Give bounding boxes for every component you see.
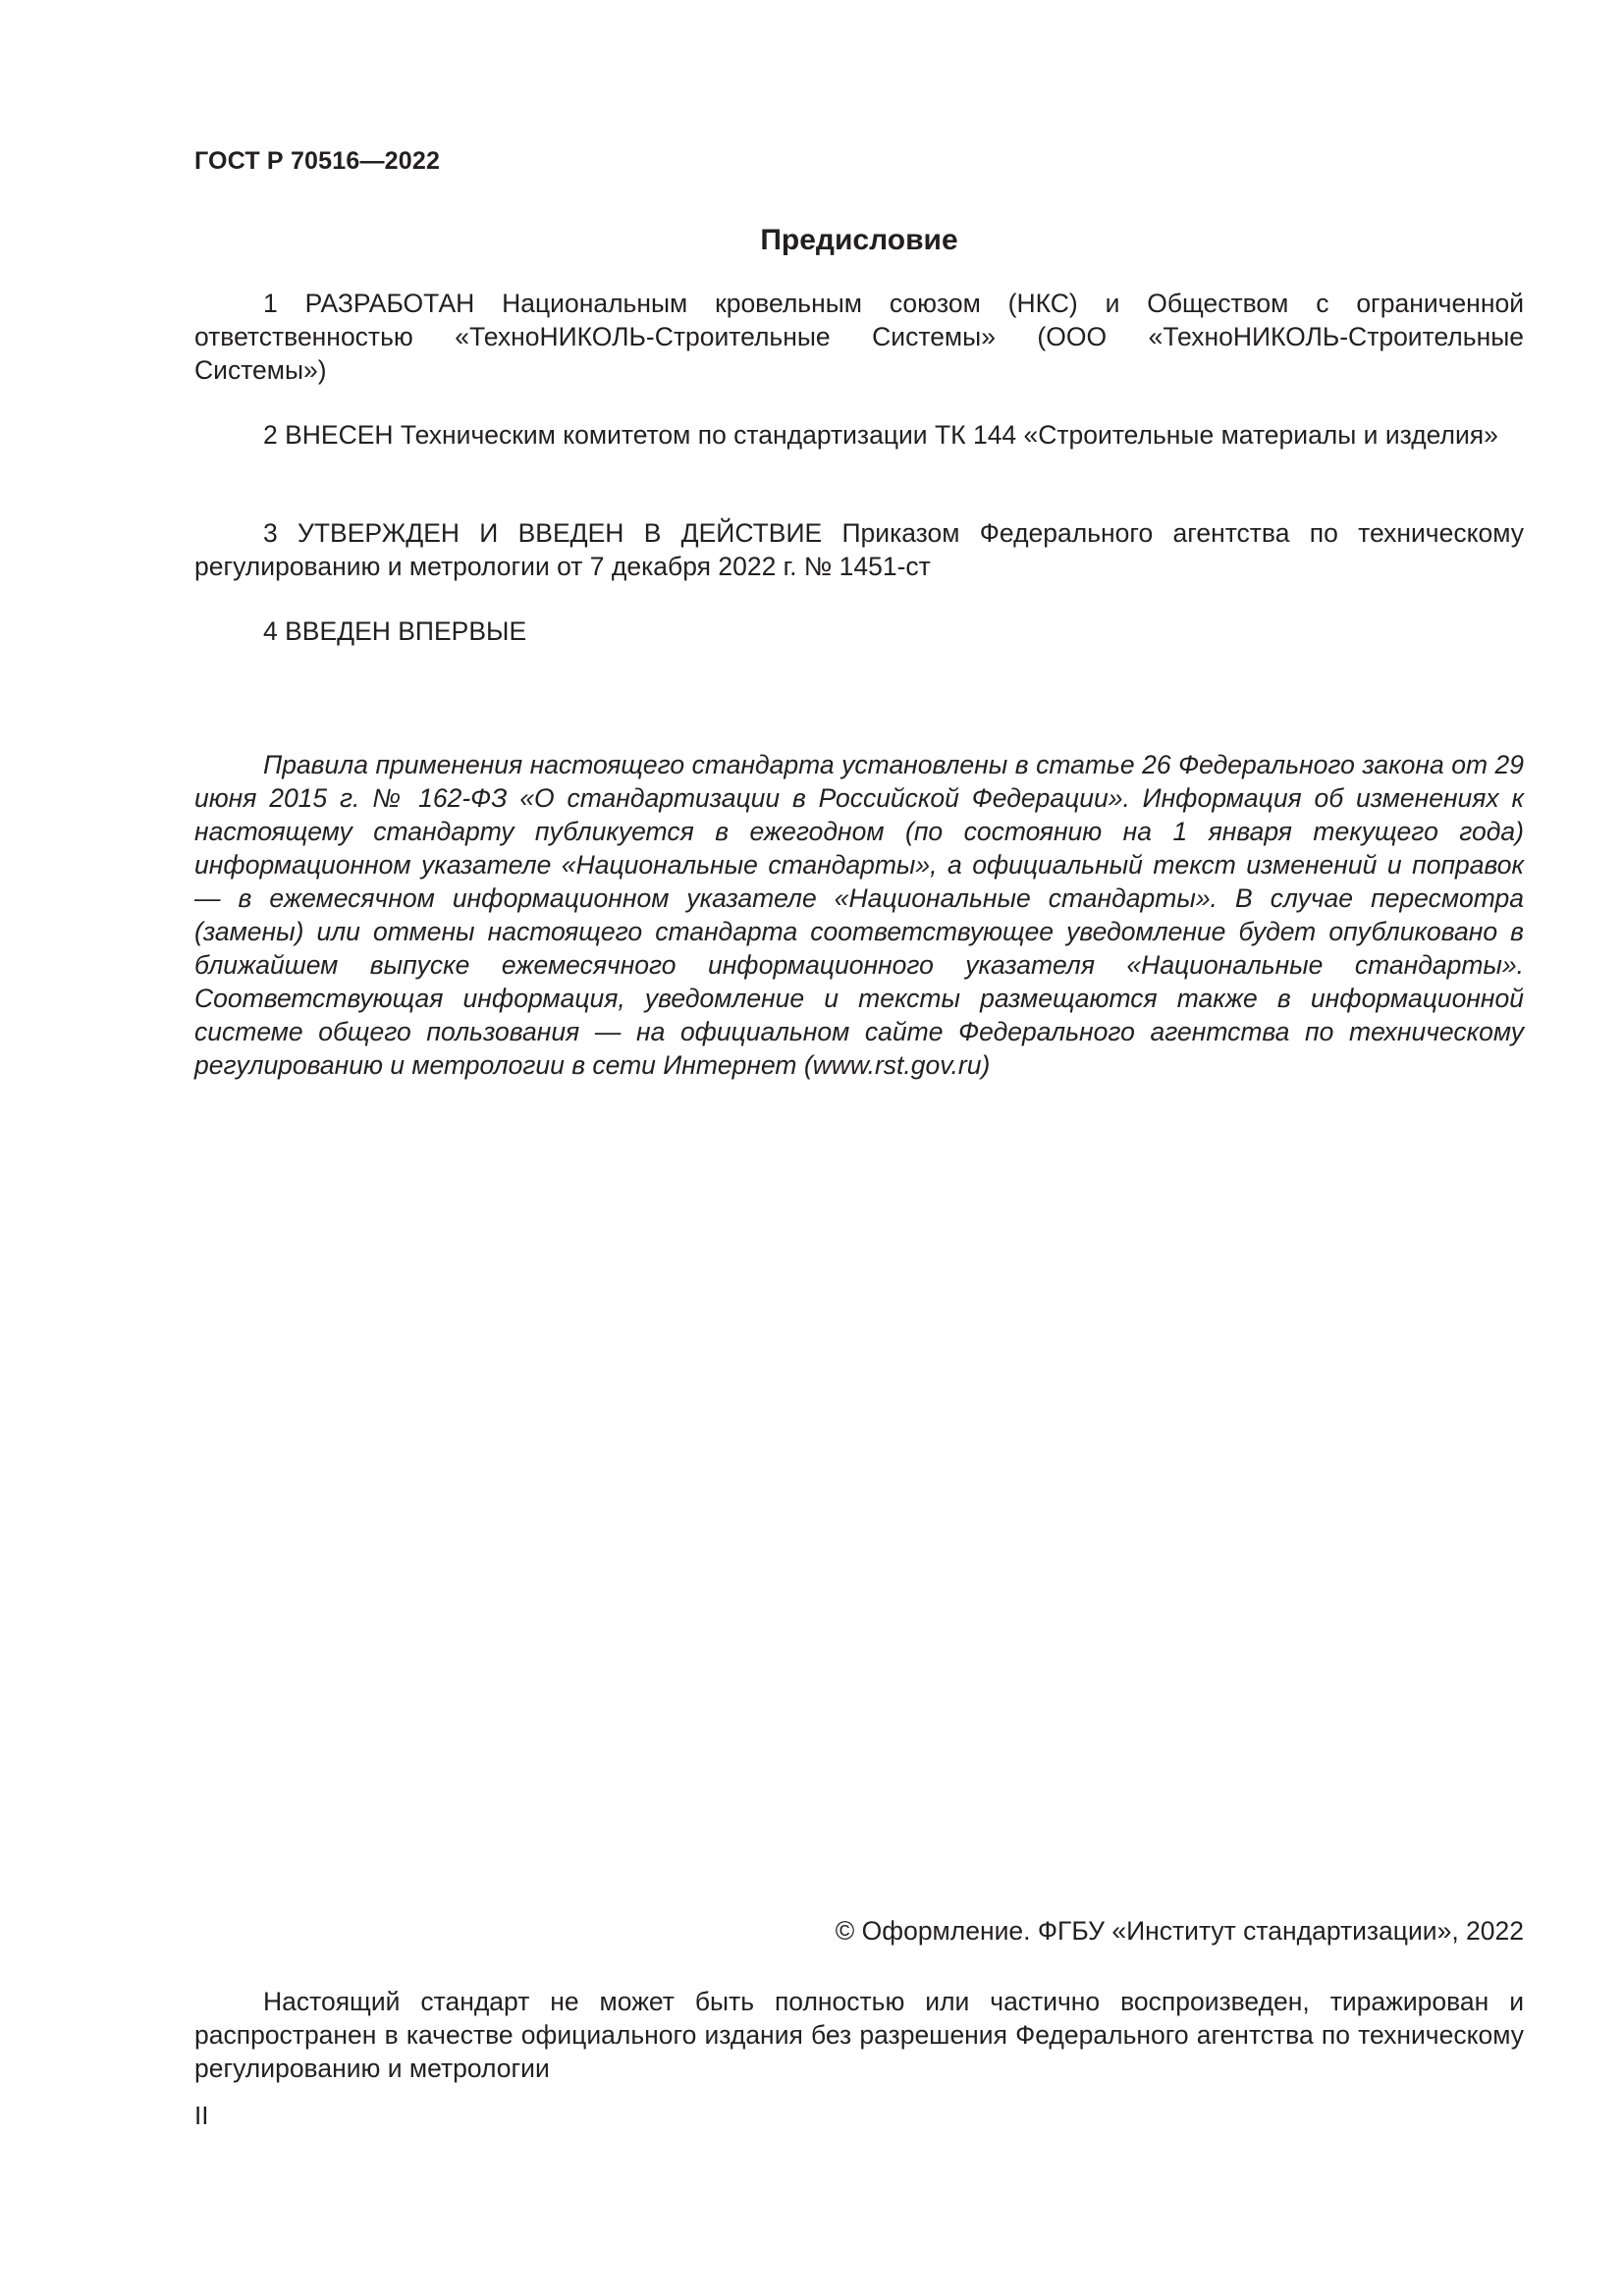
reproduction-disclaimer: Настоящий стандарт не может быть полностью или частично воспроизведен, тиражирован и распространен в качестве официального издания без разрешения Федерального агентства по техническому регулированию и метрологии: [194, 1987, 1524, 2083]
standard-code: ГОСТ Р 70516—2022: [194, 147, 441, 175]
page-number: II: [194, 2101, 209, 2130]
foreword-item-4: 4 ВВЕДЕН ВПЕРВЫЕ: [263, 616, 527, 646]
foreword-item-2: 2 ВНЕСЕН Техническим комитетом по стандартизации ТК 144 «Строительные материалы и изделия»: [263, 420, 1498, 450]
page-title: Предисловие: [760, 224, 958, 256]
foreword-item-3: 3 УТВЕРЖДЕН И ВВЕДЕН В ДЕЙСТВИЕ Приказом Федерального агентства по техническому регулированию и метрологии от 7 декабря 2022 г. № 1451-ст: [194, 518, 1524, 581]
foreword-item-1: 1 РАЗРАБОТАН Национальным кровельным союзом (НКС) и Обществом с ограниченной ответственностью «ТехноНИКОЛЬ-Строительные Системы» (ООО «ТехноНИКОЛЬ-Строительные Системы»): [194, 289, 1524, 385]
copyright-notice: © Оформление. ФГБУ «Институт стандартизации», 2022: [835, 1916, 1524, 1946]
application-rules-text: Правила применения настоящего стандарта установлены в статье 26 Федерального закона от 29 июня 2015 г. № 162-ФЗ «О стандартизации в Российской Федерации». Информация об изменениях к настоящему стандарту публикуется в ежегодном (по состоянию на 1 января текущего года) информационном указателе «Национальные стандарты», а официальный текст изменений и поправок — в ежемесячном информационном указателе «Национальные стандарты». В случае пересмотра (замены) или отмены настоящего стандарта соответствующее уведомление будет опубликовано в ближайшем выпуске ежемесячного информационного указателя «Национальные стандарты». Соответствующая информация, уведомление и тексты размещаются также в информационной системе общего пользования — на официальном сайте Федерального агентства по техническому регулированию и метрологии в сети Интернет (www.rst.gov.ru): [194, 750, 1524, 1080]
